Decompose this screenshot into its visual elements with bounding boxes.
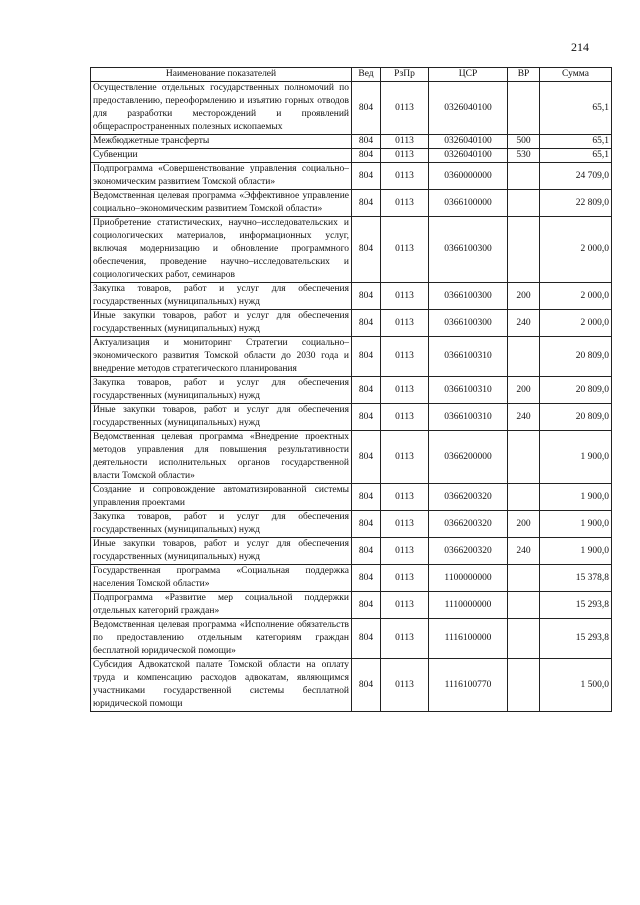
row-name: Иные закупки товаров, работ и услуг для обеспечения государственных (муниципальных) нужд	[91, 538, 352, 565]
row-ved: 804	[352, 565, 381, 592]
row-sum: 15 378,8	[540, 565, 612, 592]
row-ved: 804	[352, 337, 381, 377]
column-header-name: Наименование показателей	[91, 68, 352, 82]
row-rzpr: 0113	[381, 310, 429, 337]
row-vr: 500	[508, 135, 540, 149]
row-rzpr: 0113	[381, 404, 429, 431]
row-name: Субвенции	[91, 149, 352, 163]
table-row	[91, 592, 612, 619]
row-ved: 804	[352, 163, 381, 190]
row-rzpr: 0113	[381, 190, 429, 217]
row-ved: 804	[352, 377, 381, 404]
row-rzpr: 0113	[381, 82, 429, 135]
table-row	[91, 217, 612, 283]
row-sum: 1 500,0	[540, 659, 612, 712]
row-name: Иные закупки товаров, работ и услуг для обеспечения государственных (муниципальных) нужд	[91, 310, 352, 337]
row-name: Иные закупки товаров, работ и услуг для обеспечения государственных (муниципальных) нужд	[91, 404, 352, 431]
row-name: Закупка товаров, работ и услуг для обеспечения государственных (муниципальных) нужд	[91, 511, 352, 538]
table-row	[91, 337, 612, 377]
row-vr	[508, 592, 540, 619]
row-vr: 200	[508, 283, 540, 310]
row-sum: 2 000,0	[540, 310, 612, 337]
row-sum: 2 000,0	[540, 217, 612, 283]
row-sum: 15 293,8	[540, 619, 612, 659]
row-vr	[508, 337, 540, 377]
row-name: Подпрограмма «Совершенствование управления социально–экономическим развитием Томской области»	[91, 163, 352, 190]
row-rzpr: 0113	[381, 337, 429, 377]
row-ved: 804	[352, 190, 381, 217]
table-row	[91, 431, 612, 484]
row-csr: 0366100310	[429, 404, 508, 431]
table-row	[91, 163, 612, 190]
budget-table	[90, 67, 612, 712]
table-row	[91, 310, 612, 337]
table-row	[91, 377, 612, 404]
row-csr: 0366200320	[429, 538, 508, 565]
table-row	[91, 511, 612, 538]
row-rzpr: 0113	[381, 135, 429, 149]
row-vr	[508, 431, 540, 484]
row-csr: 0326040100	[429, 82, 508, 135]
row-ved: 804	[352, 404, 381, 431]
row-name: Межбюджетные трансферты	[91, 135, 352, 149]
row-ved: 804	[352, 659, 381, 712]
row-sum: 24 709,0	[540, 163, 612, 190]
row-sum: 15 293,8	[540, 592, 612, 619]
row-csr: 1116100770	[429, 659, 508, 712]
row-ved: 804	[352, 511, 381, 538]
row-csr: 1110000000	[429, 592, 508, 619]
row-name: Закупка товаров, работ и услуг для обеспечения государственных (муниципальных) нужд	[91, 377, 352, 404]
table-row	[91, 484, 612, 511]
row-rzpr: 0113	[381, 377, 429, 404]
table-row	[91, 659, 612, 712]
row-name: Создание и сопровождение автоматизированной системы управления проектами	[91, 484, 352, 511]
column-header-vr: ВР	[508, 68, 540, 82]
row-ved: 804	[352, 592, 381, 619]
row-csr: 0366100000	[429, 190, 508, 217]
row-csr: 0366100300	[429, 283, 508, 310]
row-rzpr: 0113	[381, 283, 429, 310]
row-name: Актуализация и мониторинг Стратегии социально–экономического развития Томской области до 2030 года и внедрение методов стратегического планирования	[91, 337, 352, 377]
table-row	[91, 283, 612, 310]
row-sum: 65,1	[540, 82, 612, 135]
column-header-sum: Сумма	[540, 68, 612, 82]
row-vr	[508, 484, 540, 511]
row-sum: 20 809,0	[540, 404, 612, 431]
row-ved: 804	[352, 431, 381, 484]
row-csr: 0366200320	[429, 511, 508, 538]
row-rzpr: 0113	[381, 538, 429, 565]
row-csr: 0366100300	[429, 217, 508, 283]
table-row	[91, 619, 612, 659]
row-vr	[508, 659, 540, 712]
row-ved: 804	[352, 82, 381, 135]
row-sum: 2 000,0	[540, 283, 612, 310]
row-vr: 530	[508, 149, 540, 163]
row-rzpr: 0113	[381, 659, 429, 712]
row-ved: 804	[352, 283, 381, 310]
row-csr: 0326040100	[429, 135, 508, 149]
table-row	[91, 135, 612, 149]
row-vr: 240	[508, 404, 540, 431]
row-ved: 804	[352, 217, 381, 283]
row-vr	[508, 565, 540, 592]
row-name: Ведомственная целевая программа «Внедрение проектных методов управления для повышения результативности деятельности исполнительных органов государственной власти Томской области»	[91, 431, 352, 484]
row-csr: 0360000000	[429, 163, 508, 190]
table-row	[91, 149, 612, 163]
column-header-ved: Вед	[352, 68, 381, 82]
row-rzpr: 0113	[381, 592, 429, 619]
row-sum: 22 809,0	[540, 190, 612, 217]
row-csr: 0366100310	[429, 377, 508, 404]
row-vr	[508, 190, 540, 217]
row-ved: 804	[352, 310, 381, 337]
row-vr: 240	[508, 538, 540, 565]
row-name: Субсидия Адвокатской палате Томской области на оплату труда и компенсацию расходов адвокатам, являющимся участниками государственной системы бесплатной юридической помощи	[91, 659, 352, 712]
row-ved: 804	[352, 619, 381, 659]
row-sum: 1 900,0	[540, 484, 612, 511]
row-name: Ведомственная целевая программа «Эффективное управление социально–экономическим развитием Томской области»	[91, 190, 352, 217]
row-vr	[508, 163, 540, 190]
row-name: Закупка товаров, работ и услуг для обеспечения государственных (муниципальных) нужд	[91, 283, 352, 310]
row-sum: 65,1	[540, 135, 612, 149]
row-csr: 0366100300	[429, 310, 508, 337]
row-vr	[508, 217, 540, 283]
table-row	[91, 82, 612, 135]
column-header-rzpr: РзПр	[381, 68, 429, 82]
page-number: 214	[571, 40, 589, 54]
column-header-csr: ЦСР	[429, 68, 508, 82]
row-csr: 0366100310	[429, 337, 508, 377]
row-csr: 0326040100	[429, 149, 508, 163]
row-vr	[508, 619, 540, 659]
row-vr: 240	[508, 310, 540, 337]
row-rzpr: 0113	[381, 431, 429, 484]
row-rzpr: 0113	[381, 511, 429, 538]
table-row	[91, 404, 612, 431]
row-rzpr: 0113	[381, 565, 429, 592]
row-name: Государственная программа «Социальная поддержка населения Томской области»	[91, 565, 352, 592]
table-header-row	[91, 68, 612, 82]
row-name: Ведомственная целевая программа «Исполнение обязательств по предоставлению отдельным категориям граждан бесплатной юридической помощи»	[91, 619, 352, 659]
row-vr	[508, 82, 540, 135]
row-rzpr: 0113	[381, 217, 429, 283]
row-sum: 20 809,0	[540, 377, 612, 404]
row-name: Подпрограмма «Развитие мер социальной поддержки отдельных категорий граждан»	[91, 592, 352, 619]
row-ved: 804	[352, 484, 381, 511]
row-sum: 1 900,0	[540, 511, 612, 538]
row-ved: 804	[352, 149, 381, 163]
row-rzpr: 0113	[381, 619, 429, 659]
row-sum: 65,1	[540, 149, 612, 163]
row-csr: 1100000000	[429, 565, 508, 592]
row-name: Осуществление отдельных государственных полномочий по предоставлению, переоформлению и изъятию горных отводов для разработки месторождений и проявлений общераспространенных полезных ископаемых	[91, 82, 352, 135]
row-sum: 1 900,0	[540, 431, 612, 484]
row-rzpr: 0113	[381, 484, 429, 511]
row-sum: 20 809,0	[540, 337, 612, 377]
row-csr: 0366200000	[429, 431, 508, 484]
row-csr: 0366200320	[429, 484, 508, 511]
row-rzpr: 0113	[381, 149, 429, 163]
table-row	[91, 565, 612, 592]
row-rzpr: 0113	[381, 163, 429, 190]
row-vr: 200	[508, 377, 540, 404]
row-sum: 1 900,0	[540, 538, 612, 565]
row-vr: 200	[508, 511, 540, 538]
row-csr: 1116100000	[429, 619, 508, 659]
row-ved: 804	[352, 538, 381, 565]
table-row	[91, 538, 612, 565]
row-ved: 804	[352, 135, 381, 149]
row-name: Приобретение статистических, научно–исследовательских и социологических материалов, информационных услуг, включая модернизацию и обновление программного обеспечения, проведение научно–исследовательских и социологических работ, семинаров	[91, 217, 352, 283]
table-row	[91, 190, 612, 217]
